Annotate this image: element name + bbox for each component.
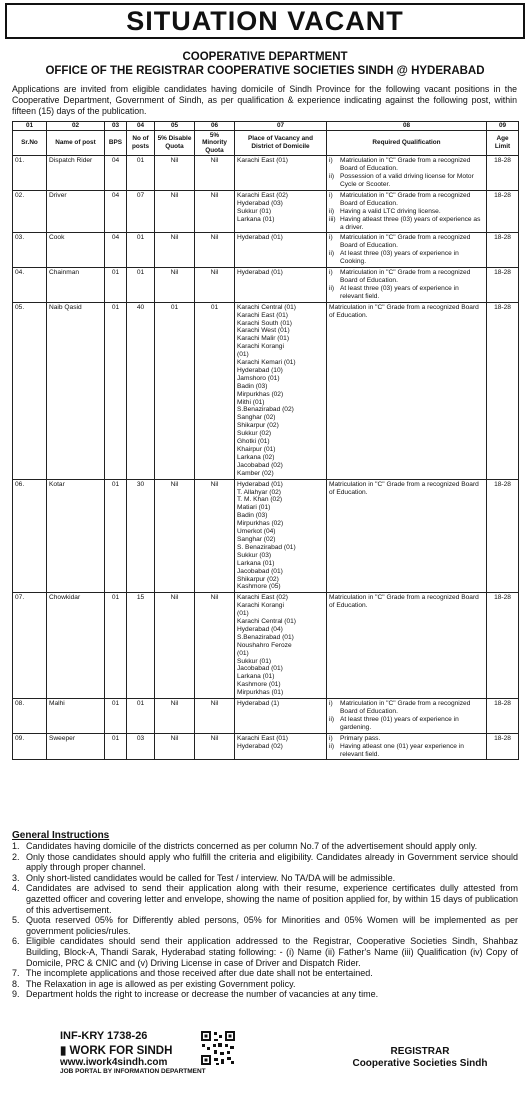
qualification-marker: ii) — [329, 284, 335, 292]
portal-caption: JOB PORTAL BY INFORMATION DEPARTMENT — [60, 1068, 206, 1075]
cell-qualification — [327, 479, 487, 593]
instruction-number: 6. — [12, 936, 20, 947]
place-entry: Karachi East (02) — [237, 191, 288, 199]
cell-place-of-vacancy — [235, 233, 327, 268]
cell-no-of-posts: 15 — [127, 593, 155, 699]
cell-place-of-vacancy — [235, 268, 327, 303]
place-entry: Kamber (02) — [237, 469, 274, 477]
cell-bps: 04 — [105, 156, 127, 191]
qualification-text: Matriculation in "C" Grade from a recognized Board of Education. — [340, 269, 471, 284]
cell-disable-quota: Nil — [155, 156, 195, 191]
cell-place-of-vacancy — [235, 156, 327, 191]
cell-age-limit: 18-28 — [487, 593, 519, 699]
qualification-item — [329, 173, 484, 189]
cell-no-of-posts: 01 — [127, 233, 155, 268]
cell-bps: 01 — [105, 268, 127, 303]
advert-footer — [60, 1030, 206, 1075]
place-entry: Karachi Korangi — [237, 602, 284, 610]
column-header: Place of Vacancy and District of Domicile — [235, 130, 327, 156]
qualification-item — [329, 285, 484, 301]
page-title: SITUATION VACANT — [126, 5, 404, 36]
place-entry: Mirpurkhas (02) — [237, 390, 284, 398]
cell-minority-quota: Nil — [195, 233, 235, 268]
column-header: 5% Disable Quota — [155, 130, 195, 156]
place-entry: (01) — [237, 610, 249, 618]
place-entry: Larkana (01) — [237, 215, 275, 223]
column-header: BPS — [105, 130, 127, 156]
column-number: 09 — [487, 122, 519, 131]
qualification-text: Having atleast one (01) year experience in relevant field. — [340, 742, 464, 758]
cell-sr-no: 08. — [13, 699, 47, 734]
cell-disable-quota: Nil — [155, 699, 195, 734]
place-entry: Larkana (02) — [237, 453, 275, 461]
cell-minority-quota: Nil — [195, 268, 235, 303]
qr-code-icon[interactable] — [200, 1030, 236, 1066]
cell-bps: 01 — [105, 733, 127, 760]
department-name: COOPERATIVE DEPARTMENT — [182, 51, 348, 63]
place-entry: Umerkot (04) — [237, 528, 276, 536]
qualification-text: Matriculation in "C" Grade from a recognized Board of Education. — [340, 191, 471, 207]
place-entry: Karachi Central (01) — [237, 618, 297, 626]
place-entry: Badin (03) — [237, 382, 268, 390]
cell-disable-quota: Nil — [155, 479, 195, 593]
qualification-item — [329, 743, 484, 759]
instruction-text: Candidates are advised to send their application along with their resume, experience certificates dully attested from gazetted officer and covering letter and envelope, showing the name of position applied for, by within 15 days of publication of this advertisement. — [26, 883, 518, 915]
place-entry: Sukkur (01) — [237, 207, 272, 215]
place-entry: Hyderabad (10) — [237, 366, 283, 374]
qualification-marker: ii) — [329, 742, 335, 750]
place-entry: S.Benazirabad (02) — [237, 406, 294, 414]
work-for-sindh-logo — [60, 1043, 206, 1057]
qualification-marker: i) — [329, 734, 333, 742]
qualification-marker: ii) — [329, 250, 335, 258]
table-row — [13, 733, 519, 760]
general-instructions-title: General Instructions — [12, 830, 110, 841]
cell-qualification — [327, 593, 487, 699]
column-number: 04 — [127, 122, 155, 131]
qualification-item — [329, 157, 484, 173]
cell-place-of-vacancy — [235, 190, 327, 233]
table-row — [13, 593, 519, 699]
title-banner — [5, 3, 525, 39]
instruction-item — [12, 841, 518, 852]
table-row — [13, 190, 519, 233]
column-header: Name of post — [47, 130, 105, 156]
cell-age-limit: 18-28 — [487, 190, 519, 233]
place-entry: Khairpur (01) — [237, 446, 276, 453]
place-entry: Mirpurkhas (02) — [237, 520, 284, 528]
cell-post-name: Naib Qasid — [47, 302, 105, 479]
cell-qualification — [327, 190, 487, 233]
qualification-marker: iii) — [329, 215, 336, 223]
signatory-title: REGISTRAR — [390, 1046, 450, 1057]
qualification-text: At least three (03) years of experience in Cooking. — [340, 250, 459, 266]
qualification-item — [329, 594, 484, 610]
cell-sr-no: 03. — [13, 233, 47, 268]
cell-minority-quota: Nil — [195, 479, 235, 593]
cell-sr-no: 04. — [13, 268, 47, 303]
qualification-text: Matriculation in "C" Grade from a recognized Board of Education. — [340, 234, 471, 250]
instruction-number: 5. — [12, 915, 20, 926]
qualification-item — [329, 304, 484, 320]
column-header: Required Qualification — [327, 130, 487, 156]
instruction-number: 1. — [12, 841, 20, 851]
cell-no-of-posts: 03 — [127, 733, 155, 760]
column-header: Sr.No — [13, 130, 47, 156]
instruction-text: The incomplete applications and those received after due date shall not be entertained. — [26, 968, 373, 979]
cell-minority-quota: Nil — [195, 593, 235, 699]
qualification-text: Possession of a valid driving license for Motor Cycle or Scooter. — [340, 173, 474, 188]
cell-place-of-vacancy — [235, 593, 327, 699]
column-number: 05 — [155, 122, 195, 131]
cell-minority-quota: Nil — [195, 190, 235, 233]
place-entry: Sanghar (02) — [237, 414, 276, 422]
cell-bps: 01 — [105, 593, 127, 699]
qualification-item — [329, 234, 484, 250]
qualification-text: Matriculation in "C" Grade from a recognized Board of Education. — [340, 157, 471, 173]
place-entry: Jamshoro (01) — [237, 374, 280, 382]
place-entry: Karachi East (01) — [237, 734, 288, 742]
instruction-text: Only those candidates should apply who fulfill the criteria and eligibility. Candidates already in Government service should apply through proper channel. — [26, 851, 518, 873]
cell-minority-quota: Nil — [195, 733, 235, 760]
place-entry: Jacobabad (01) — [237, 665, 283, 673]
qualification-text: Matriculation in "C" Grade from a recognized Board of Education. — [340, 700, 471, 715]
place-entry: S.Benazirabad (01) — [237, 633, 294, 641]
qualification-text: Having a valid LTC driving license. — [340, 207, 441, 215]
qualification-text: At least three (03) years of experience in relevant field. — [340, 284, 459, 300]
instruction-text: Candidates having domicile of the districts concerned as per column No.7 of the advertisement should apply only. — [26, 841, 478, 851]
instruction-number: 3. — [12, 872, 20, 883]
place-entry: Jacobabad (01) — [237, 567, 283, 575]
qualification-marker: ii) — [329, 207, 335, 215]
cell-age-limit: 18-28 — [487, 268, 519, 303]
instruction-text: Only short-listed candidates would be called for Test / interview. No TA/DA will be admissible. — [26, 872, 396, 883]
cell-no-of-posts: 01 — [127, 268, 155, 303]
column-number: 01 — [13, 122, 47, 131]
column-header: Age Limit — [487, 130, 519, 156]
place-entry: T. Allahyar (02) — [237, 488, 281, 496]
place-entry: Hyderabad (03) — [237, 199, 283, 207]
column-number: 07 — [235, 122, 327, 131]
place-entry: Hyderabad (04) — [237, 625, 283, 633]
cell-post-name: Sweeper — [47, 733, 105, 760]
cell-age-limit: 18-28 — [487, 302, 519, 479]
instruction-number: 8. — [12, 978, 20, 989]
qualification-item — [329, 716, 484, 732]
inf-reference: INF-KRY 1738-26 — [60, 1030, 148, 1042]
cell-post-name: Malhi — [47, 699, 105, 734]
cell-sr-no: 06. — [13, 479, 47, 593]
cell-no-of-posts: 30 — [127, 479, 155, 593]
qualification-text: Matriculation in "C" Grade from a recognized Board of Education. — [329, 480, 479, 496]
qualification-marker: i) — [329, 157, 333, 165]
general-instructions-list — [12, 841, 518, 1000]
brand-text: WORK FOR SINDH — [69, 1045, 173, 1057]
cell-disable-quota: Nil — [155, 593, 195, 699]
instruction-number: 2. — [12, 851, 20, 862]
cell-age-limit: 18-28 — [487, 233, 519, 268]
place-entry: Hyderabad (01) — [237, 480, 283, 488]
cell-place-of-vacancy — [235, 733, 327, 760]
qualification-item — [329, 216, 484, 232]
cell-place-of-vacancy — [235, 699, 327, 734]
cell-post-name: Kotar — [47, 479, 105, 593]
instruction-item — [12, 852, 518, 873]
website-link[interactable]: www.iwork4sindh.com — [60, 1057, 168, 1068]
place-entry: (01) — [237, 649, 249, 657]
cell-bps: 04 — [105, 190, 127, 233]
cell-age-limit: 18-28 — [487, 156, 519, 191]
cell-disable-quota: Nil — [155, 268, 195, 303]
qualification-text: At least three (01) years of experience in gardening. — [340, 715, 459, 731]
cell-disable-quota: Nil — [155, 233, 195, 268]
place-entry: Karachi South (01) — [237, 319, 292, 327]
table-row — [13, 699, 519, 734]
signatory-block — [330, 1046, 510, 1070]
cell-post-name: Cook — [47, 233, 105, 268]
place-entry: Hyderabad (1) — [237, 700, 280, 708]
place-entry: Karachi Central (01) — [237, 303, 297, 311]
place-entry: (01) — [237, 351, 249, 359]
qualification-marker: i) — [329, 234, 333, 242]
table-row — [13, 479, 519, 593]
column-header-row — [13, 130, 519, 156]
place-entry: Shikarpur (02) — [237, 422, 279, 430]
cell-sr-no: 07. — [13, 593, 47, 699]
cell-minority-quota: Nil — [195, 156, 235, 191]
qualification-item — [329, 192, 484, 208]
qualification-item — [329, 250, 484, 266]
column-number: 03 — [105, 122, 127, 131]
place-entry: Karachi West (01) — [237, 327, 290, 335]
place-entry: Noushahro Feroze — [237, 641, 292, 649]
column-number-row — [13, 122, 519, 131]
qualification-text: Primary pass. — [340, 734, 381, 742]
intro-paragraph: Applications are invited from eligible candidates having domicile of Sindh Province for the following vacant positions in the Cooperative Department, Government of Sindh, as per qualification & experience indicating against the following post, within fifteen (15) days of the publication. — [12, 84, 517, 116]
cell-age-limit: 18-28 — [487, 733, 519, 760]
cell-sr-no: 02. — [13, 190, 47, 233]
cell-disable-quota: 01 — [155, 302, 195, 479]
place-entry: Mirpurkhas (01) — [237, 689, 284, 697]
place-entry: Larkana (01) — [237, 673, 275, 681]
place-entry: Mithi (01) — [237, 398, 265, 406]
qualification-marker: i) — [329, 269, 333, 277]
place-entry: Shikarpur (02) — [237, 575, 279, 583]
cell-minority-quota: 01 — [195, 302, 235, 479]
instruction-number: 4. — [12, 883, 20, 894]
cell-no-of-posts: 07 — [127, 190, 155, 233]
sindh-logo-icon: ▮ — [60, 1045, 67, 1057]
column-number: 02 — [47, 122, 105, 131]
cell-bps: 01 — [105, 479, 127, 593]
cell-disable-quota: Nil — [155, 190, 195, 233]
cell-age-limit: 18-28 — [487, 699, 519, 734]
table-row — [13, 156, 519, 191]
cell-qualification — [327, 268, 487, 303]
place-entry: Karachi Malir (01) — [237, 335, 290, 343]
instruction-text: Quota reserved 05% for Differently abled persons, 05% for Minorities and 05% Women will be implemented as per government policies/rules. — [26, 915, 518, 936]
qualification-item — [329, 735, 484, 743]
cell-age-limit: 18-28 — [487, 479, 519, 593]
office-name: OFFICE OF THE REGISTRAR COOPERATIVE SOCIETIES SINDH @ HYDERABAD — [45, 65, 485, 77]
table-row — [13, 233, 519, 268]
cell-minority-quota: Nil — [195, 699, 235, 734]
column-number: 06 — [195, 122, 235, 131]
cell-post-name: Chainman — [47, 268, 105, 303]
place-entry: Sukkur (03) — [237, 551, 272, 559]
qualification-marker: ii) — [329, 173, 335, 181]
cell-post-name: Chowkidar — [47, 593, 105, 699]
instruction-text: Department holds the right to increase or decrease the number of vacancies at any time. — [26, 989, 379, 1000]
cell-place-of-vacancy — [235, 302, 327, 479]
cell-qualification — [327, 699, 487, 734]
cell-post-name: Dispatch Rider — [47, 156, 105, 191]
place-entry: Hyderabad (01) — [237, 269, 283, 277]
instruction-item — [12, 915, 518, 936]
vacancy-table — [12, 121, 519, 760]
cell-qualification — [327, 156, 487, 191]
cell-qualification — [327, 302, 487, 479]
qualification-marker: ii) — [329, 715, 335, 723]
place-entry: Sanghar (02) — [237, 535, 276, 543]
cell-sr-no: 01. — [13, 156, 47, 191]
cell-bps: 01 — [105, 302, 127, 479]
column-header: No of posts — [127, 130, 155, 156]
cell-qualification — [327, 733, 487, 760]
place-entry: Karachi East (01) — [237, 157, 288, 165]
place-entry: Sukkur (01) — [237, 657, 272, 665]
place-entry: Matiari (01) — [237, 504, 271, 512]
instruction-item — [12, 936, 518, 968]
place-entry: S. Benazirabad (01) — [237, 543, 296, 551]
qualification-marker: i) — [329, 700, 333, 708]
place-entry: Karachi Kemari (01) — [237, 359, 296, 367]
table-row — [13, 302, 519, 479]
place-entry: Kashmore (05) — [237, 583, 281, 591]
instruction-text: The Relaxation in age is allowed as per existing Government policy. — [26, 978, 296, 989]
cell-qualification — [327, 233, 487, 268]
instruction-number: 7. — [12, 968, 20, 979]
place-entry: T. M. Khan (02) — [237, 496, 283, 504]
place-entry: Karachi East (02) — [237, 594, 288, 602]
cell-sr-no: 09. — [13, 733, 47, 760]
instruction-item — [12, 883, 518, 915]
signatory-org: Cooperative Societies Sindh — [352, 1058, 488, 1069]
cell-disable-quota: Nil — [155, 733, 195, 760]
place-entry: Karachi East (01) — [237, 311, 288, 319]
cell-no-of-posts: 40 — [127, 302, 155, 479]
instruction-item — [12, 989, 518, 1000]
qualification-item — [329, 208, 484, 216]
cell-no-of-posts: 01 — [127, 699, 155, 734]
cell-sr-no: 05. — [13, 302, 47, 479]
instruction-number: 9. — [12, 989, 20, 1000]
place-entry: Hyderabad (01) — [237, 234, 283, 242]
place-entry: Larkana (01) — [237, 559, 275, 567]
instruction-text: Eligible candidates should send their application addressed to the Registrar, Cooperative Societies Sindh, Shahbaz Building, Block-A, Thandi Sarak, Hyderabad stating following: - (i) Name (ii) Father's Name (iii) Qualification (iv) Copy of Domicile, PRC & CNIC and (v) Driving License in case of Driver and Dispatch Rider. — [26, 936, 518, 968]
place-entry: Jacobabad (02) — [237, 461, 283, 469]
cell-bps: 01 — [105, 699, 127, 734]
place-entry: Kashmore (01) — [237, 681, 281, 689]
place-entry: Hyderabad (02) — [237, 742, 283, 750]
qualification-item — [329, 700, 484, 716]
place-entry: Badin (03) — [237, 512, 268, 520]
qualification-text: Matriculation in "C" Grade from a recognized Board of Education. — [329, 303, 479, 319]
place-entry: Karachi Korangi — [237, 343, 284, 351]
qualification-text: Matriculation in "C" Grade from a recognized Board of Education. — [329, 594, 479, 610]
instruction-item — [12, 968, 518, 979]
qualification-text: Having atleast three (03) years of experience as a driver. — [340, 215, 481, 231]
qualification-marker: i) — [329, 191, 333, 199]
qualification-item — [329, 481, 484, 497]
instruction-item — [12, 979, 518, 990]
column-number: 08 — [327, 122, 487, 131]
table-row — [13, 268, 519, 303]
place-entry: Ghotki (01) — [237, 438, 270, 446]
qualification-item — [329, 269, 484, 285]
cell-no-of-posts: 01 — [127, 156, 155, 191]
cell-bps: 04 — [105, 233, 127, 268]
cell-place-of-vacancy — [235, 479, 327, 593]
column-header: 5% Minority Quota — [195, 130, 235, 156]
instruction-item — [12, 873, 518, 884]
cell-post-name: Driver — [47, 190, 105, 233]
place-entry: Sukkur (02) — [237, 430, 272, 438]
